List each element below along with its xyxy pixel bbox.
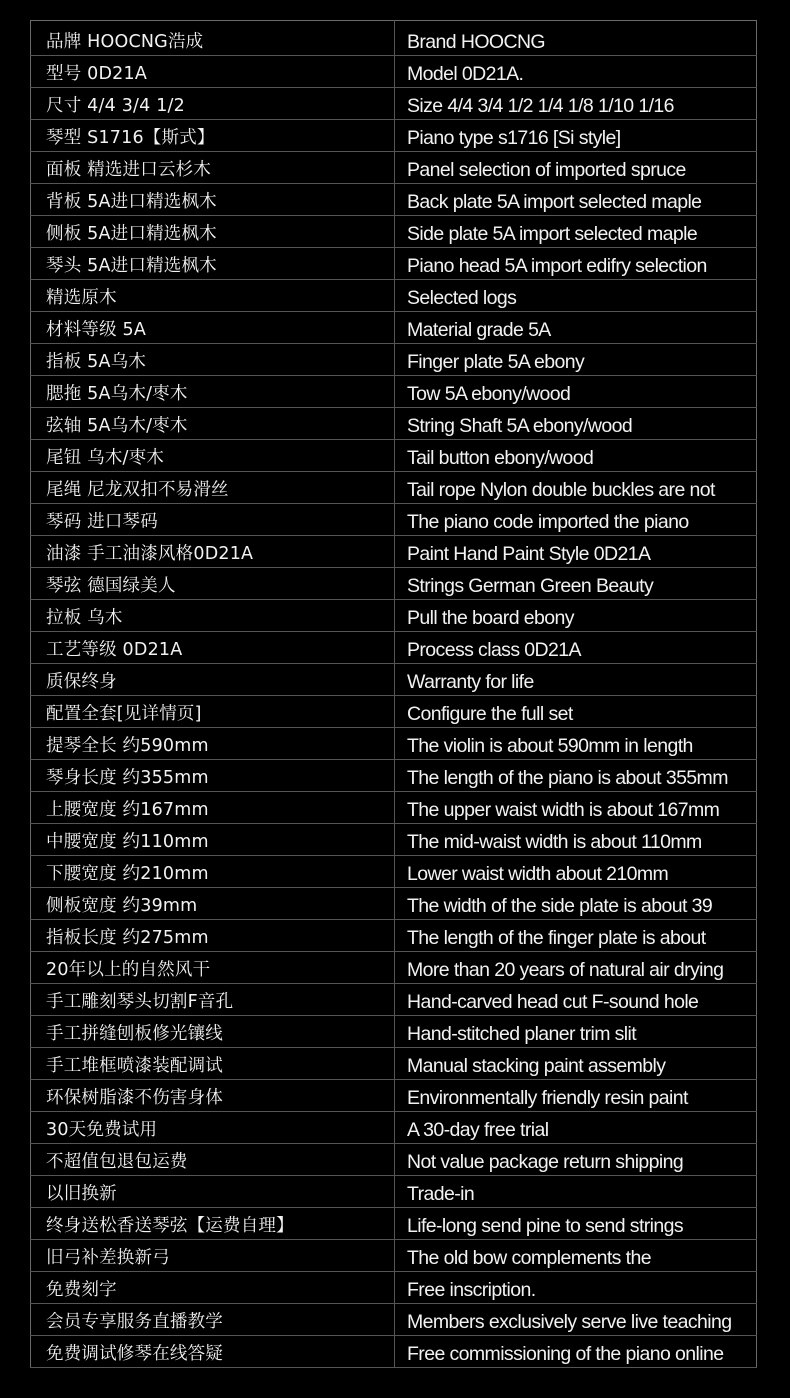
spec-label-cn: 终身送松香送琴弦【运费自理】 xyxy=(31,1208,395,1240)
spec-label-cn: 材料等级 5A xyxy=(31,312,395,344)
spec-label-en: Model 0D21A. xyxy=(395,56,757,88)
spec-label-en: Configure the full set xyxy=(395,696,757,728)
spec-row xyxy=(31,312,757,344)
spec-table-body xyxy=(31,21,757,1368)
spec-row xyxy=(31,664,757,696)
spec-label-cn: 中腰宽度 约110mm xyxy=(31,824,395,856)
spec-row xyxy=(31,1176,757,1208)
spec-label-en: Tow 5A ebony/wood xyxy=(395,376,757,408)
spec-label-cn: 旧弓补差换新弓 xyxy=(31,1240,395,1272)
spec-row xyxy=(31,952,757,984)
spec-label-en: The length of the piano is about 355mm xyxy=(395,760,757,792)
spec-label-en: Hand-carved head cut F-sound hole xyxy=(395,984,757,1016)
spec-row xyxy=(31,760,757,792)
spec-label-cn: 上腰宽度 约167mm xyxy=(31,792,395,824)
spec-label-en: The mid-waist width is about 110mm xyxy=(395,824,757,856)
spec-row xyxy=(31,248,757,280)
spec-label-en: Paint Hand Paint Style 0D21A xyxy=(395,536,757,568)
spec-label-en: Panel selection of imported spruce xyxy=(395,152,757,184)
spec-label-cn: 品牌 HOOCNG浩成 xyxy=(31,21,395,56)
spec-label-en: Environmentally friendly resin paint xyxy=(395,1080,757,1112)
spec-label-cn: 手工拼缝刨板修光镶线 xyxy=(31,1016,395,1048)
spec-label-en: Manual stacking paint assembly xyxy=(395,1048,757,1080)
spec-label-en: Free inscription. xyxy=(395,1272,757,1304)
spec-label-cn: 配置全套[见详情页] xyxy=(31,696,395,728)
spec-row xyxy=(31,56,757,88)
spec-table xyxy=(30,20,757,1368)
spec-label-en: Finger plate 5A ebony xyxy=(395,344,757,376)
spec-row xyxy=(31,472,757,504)
spec-row xyxy=(31,21,757,56)
spec-label-cn: 琴型 S1716【斯式】 xyxy=(31,120,395,152)
spec-label-en: Tail button ebony/wood xyxy=(395,440,757,472)
spec-label-en: A 30-day free trial xyxy=(395,1112,757,1144)
spec-label-cn: 20年以上的自然风干 xyxy=(31,952,395,984)
spec-label-cn: 琴弦 德国绿美人 xyxy=(31,568,395,600)
spec-label-cn: 手工雕刻琴头切割F音孔 xyxy=(31,984,395,1016)
spec-label-en: The upper waist width is about 167mm xyxy=(395,792,757,824)
spec-label-en: The width of the side plate is about 39 xyxy=(395,888,757,920)
spec-label-cn: 腮拖 5A乌木/枣木 xyxy=(31,376,395,408)
spec-row xyxy=(31,344,757,376)
spec-label-cn: 会员专享服务直播教学 xyxy=(31,1304,395,1336)
spec-row xyxy=(31,1272,757,1304)
spec-label-cn: 指板 5A乌木 xyxy=(31,344,395,376)
spec-label-cn: 30天免费试用 xyxy=(31,1112,395,1144)
spec-label-cn: 侧板宽度 约39mm xyxy=(31,888,395,920)
spec-row xyxy=(31,1144,757,1176)
spec-label-en: Piano type s1716 [Si style] xyxy=(395,120,757,152)
spec-label-cn: 面板 精选进口云杉木 xyxy=(31,152,395,184)
spec-row xyxy=(31,1336,757,1368)
spec-label-en: Lower waist width about 210mm xyxy=(395,856,757,888)
spec-label-cn: 精选原木 xyxy=(31,280,395,312)
spec-label-en: Back plate 5A import selected maple xyxy=(395,184,757,216)
spec-row xyxy=(31,376,757,408)
spec-row xyxy=(31,568,757,600)
spec-row xyxy=(31,1304,757,1336)
spec-row xyxy=(31,1208,757,1240)
spec-label-cn: 以旧换新 xyxy=(31,1176,395,1208)
spec-row xyxy=(31,1048,757,1080)
spec-label-cn: 油漆 手工油漆风格0D21A xyxy=(31,536,395,568)
spec-row xyxy=(31,536,757,568)
spec-label-en: Trade-in xyxy=(395,1176,757,1208)
spec-row xyxy=(31,728,757,760)
spec-row xyxy=(31,888,757,920)
spec-label-en: Members exclusively serve live teaching xyxy=(395,1304,757,1336)
spec-row xyxy=(31,280,757,312)
spec-label-en: The old bow complements the xyxy=(395,1240,757,1272)
spec-label-cn: 弦轴 5A乌木/枣木 xyxy=(31,408,395,440)
spec-label-cn: 侧板 5A进口精选枫木 xyxy=(31,216,395,248)
spec-row xyxy=(31,632,757,664)
spec-label-cn: 手工堆框喷漆装配调试 xyxy=(31,1048,395,1080)
spec-row xyxy=(31,440,757,472)
spec-label-en: Material grade 5A xyxy=(395,312,757,344)
spec-row xyxy=(31,984,757,1016)
spec-row xyxy=(31,1080,757,1112)
spec-label-en: Not value package return shipping xyxy=(395,1144,757,1176)
spec-label-cn: 拉板 乌木 xyxy=(31,600,395,632)
spec-label-en: Size 4/4 3/4 1/2 1/4 1/8 1/10 1/16 xyxy=(395,88,757,120)
spec-row xyxy=(31,856,757,888)
spec-row xyxy=(31,184,757,216)
spec-row xyxy=(31,1240,757,1272)
spec-label-en: Side plate 5A import selected maple xyxy=(395,216,757,248)
spec-row xyxy=(31,600,757,632)
spec-row xyxy=(31,920,757,952)
spec-label-cn: 尾绳 尼龙双扣不易滑丝 xyxy=(31,472,395,504)
spec-label-en: Hand-stitched planer trim slit xyxy=(395,1016,757,1048)
spec-label-en: The violin is about 590mm in length xyxy=(395,728,757,760)
spec-label-en: Tail rope Nylon double buckles are not xyxy=(395,472,757,504)
spec-label-cn: 免费调试修琴在线答疑 xyxy=(31,1336,395,1368)
spec-label-en: Process class 0D21A xyxy=(395,632,757,664)
spec-label-en: Brand HOOCNG xyxy=(395,21,757,56)
spec-row xyxy=(31,120,757,152)
spec-label-cn: 型号 0D21A xyxy=(31,56,395,88)
spec-row xyxy=(31,504,757,536)
spec-row xyxy=(31,1112,757,1144)
spec-label-en: The length of the finger plate is about xyxy=(395,920,757,952)
spec-label-cn: 工艺等级 0D21A xyxy=(31,632,395,664)
spec-label-en: Warranty for life xyxy=(395,664,757,696)
spec-row xyxy=(31,696,757,728)
spec-row xyxy=(31,152,757,184)
spec-label-en: Strings German Green Beauty xyxy=(395,568,757,600)
spec-row xyxy=(31,88,757,120)
spec-label-en: Life-long send pine to send strings xyxy=(395,1208,757,1240)
spec-row xyxy=(31,792,757,824)
spec-row xyxy=(31,408,757,440)
spec-label-en: Piano head 5A import edifry selection xyxy=(395,248,757,280)
spec-label-en: Selected logs xyxy=(395,280,757,312)
spec-row xyxy=(31,216,757,248)
spec-row xyxy=(31,824,757,856)
spec-label-cn: 环保树脂漆不伤害身体 xyxy=(31,1080,395,1112)
spec-row xyxy=(31,1016,757,1048)
spec-label-en: The piano code imported the piano xyxy=(395,504,757,536)
spec-label-cn: 不超值包退包运费 xyxy=(31,1144,395,1176)
spec-label-cn: 免费刻字 xyxy=(31,1272,395,1304)
spec-label-cn: 提琴全长 约590mm xyxy=(31,728,395,760)
spec-label-cn: 下腰宽度 约210mm xyxy=(31,856,395,888)
spec-label-en: Free commissioning of the piano online xyxy=(395,1336,757,1368)
spec-label-cn: 尺寸 4/4 3/4 1/2 xyxy=(31,88,395,120)
spec-label-cn: 尾钮 乌木/枣木 xyxy=(31,440,395,472)
spec-label-cn: 琴码 进口琴码 xyxy=(31,504,395,536)
spec-label-en: Pull the board ebony xyxy=(395,600,757,632)
spec-label-en: More than 20 years of natural air drying xyxy=(395,952,757,984)
spec-label-cn: 琴头 5A进口精选枫木 xyxy=(31,248,395,280)
spec-label-cn: 质保终身 xyxy=(31,664,395,696)
spec-label-cn: 指板长度 约275mm xyxy=(31,920,395,952)
spec-label-en: String Shaft 5A ebony/wood xyxy=(395,408,757,440)
spec-label-cn: 琴身长度 约355mm xyxy=(31,760,395,792)
spec-label-cn: 背板 5A进口精选枫木 xyxy=(31,184,395,216)
